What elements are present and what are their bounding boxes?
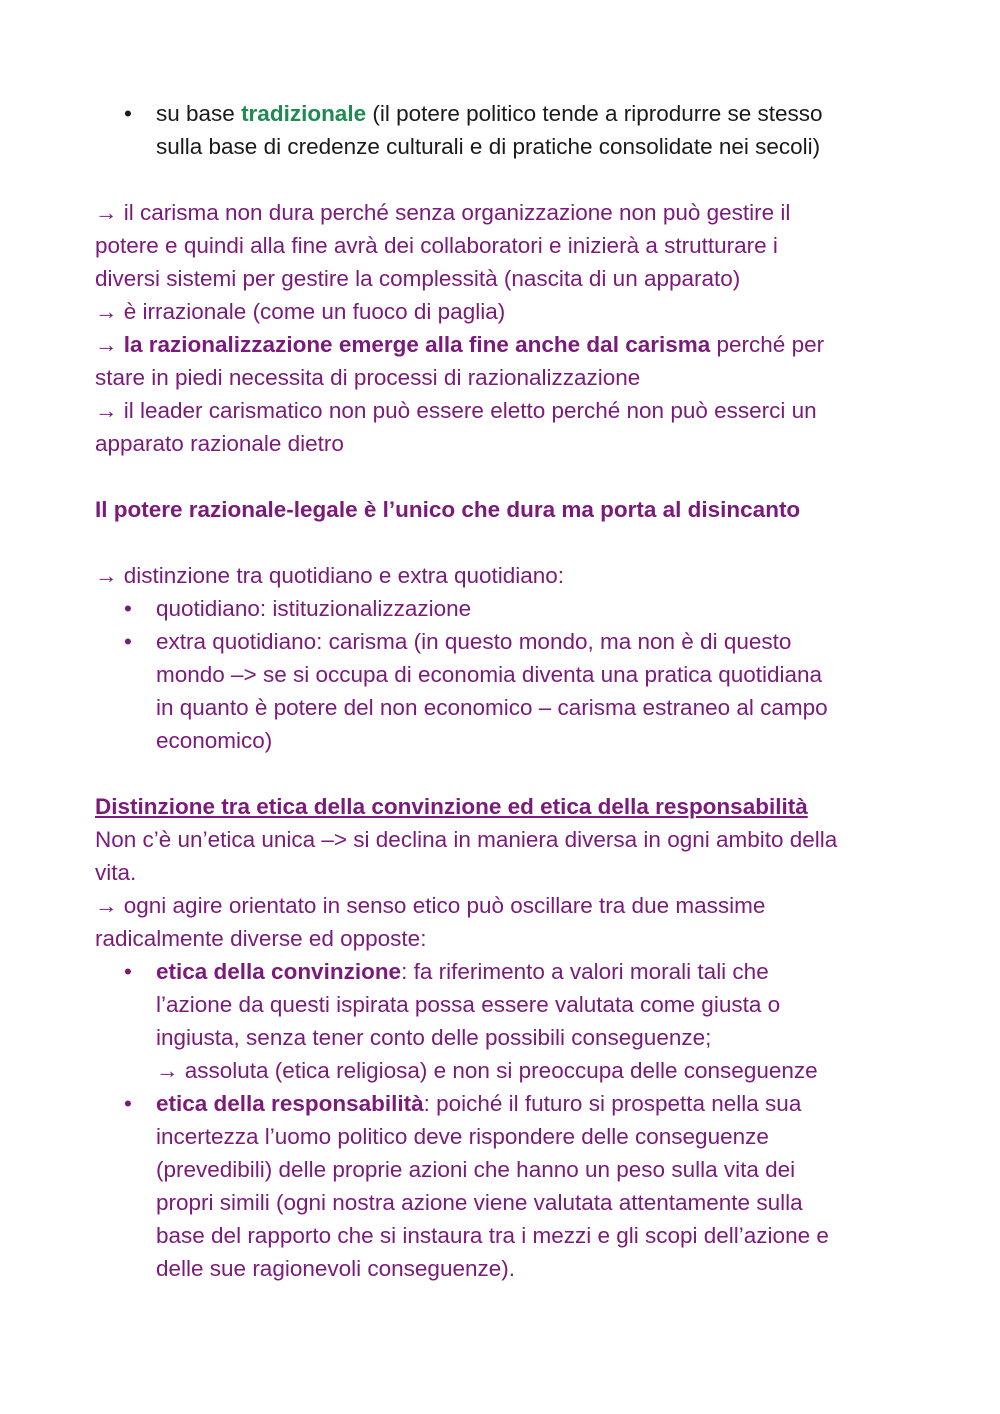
text-line: → è irrazionale (come un fuoco di paglia): [95, 299, 506, 324]
text-line: → il carisma non dura perché senza organizzazione non può gestire il: [95, 200, 791, 225]
list-item-quotidiano: [95, 592, 915, 625]
bullet-dot-icon: •: [124, 596, 132, 621]
bold-term: etica della responsabilità: [156, 1091, 424, 1116]
text-line: vita.: [95, 860, 137, 885]
text-line: potere e quindi alla fine avrà dei collaboratori e inizierà a strutturare i: [95, 233, 778, 258]
bold-phrase: la razionalizzazione emerge alla fine anche dal carisma: [123, 332, 711, 357]
document-page: [95, 97, 915, 1285]
list-item-extra-quotidiano: [95, 625, 915, 757]
arrow: →: [95, 332, 124, 357]
text-line: diversi sistemi per gestire la complessità (nascita di un apparato): [95, 266, 741, 291]
text: (il potere politico tende a riprodurre se stesso: [366, 101, 823, 126]
text-line: → assoluta (etica religiosa) e non si preoccupa delle conseguenze: [156, 1058, 818, 1083]
text-line: → il leader carismatico non può essere eletto perché non può esserci un: [95, 398, 817, 423]
heading-potere-razionale: [95, 493, 915, 526]
text-line: in quanto è potere del non economico – carisma estraneo al campo: [156, 695, 828, 720]
text-line: stare in piedi necessita di processi di razionalizzazione: [95, 365, 641, 390]
text-line: quotidiano: istituzionalizzazione: [156, 596, 472, 621]
text-line: sulla base di credenze culturali e di pratiche consolidate nei secoli): [156, 134, 821, 159]
bullet-dot-icon: •: [124, 101, 132, 126]
text: su base: [156, 101, 242, 126]
text-line: Non c’è un’etica unica –> si declina in maniera diversa in ogni ambito della: [95, 827, 838, 852]
text-line: (prevedibili) delle proprie azioni che hanno un peso sulla vita dei: [156, 1157, 796, 1182]
list-item-etica-convinzione: [95, 955, 915, 1087]
heading-text: Il potere razionale-legale è l’unico che dura ma porta al disincanto: [95, 497, 801, 522]
text-line: propri simili (ogni nostra azione viene valutata attentamente sulla: [156, 1190, 803, 1215]
bullet-dot-icon: •: [124, 959, 132, 984]
text-line: → ogni agire orientato in senso etico può oscillare tra due massime: [95, 893, 766, 918]
text-line: incertezza l’uomo politico deve rispondere delle conseguenze: [156, 1124, 769, 1149]
text-line: mondo –> se si occupa di economia diventa una pratica quotidiana: [156, 662, 823, 687]
text-line: l’azione da questi ispirata possa essere valutata come giusta o: [156, 992, 781, 1017]
list-item-tradizionale: [95, 97, 915, 163]
list-item-etica-responsabilita: [95, 1087, 915, 1285]
text-line: radicalmente diverse ed opposte:: [95, 926, 427, 951]
text-line: delle sue ragionevoli conseguenze).: [156, 1256, 515, 1281]
bold-term: etica della convinzione: [156, 959, 402, 984]
text: : fa riferimento a valori morali tali che: [401, 959, 769, 984]
text: : poiché il futuro si prospetta nella sua: [423, 1091, 802, 1116]
text: perché per: [710, 332, 825, 357]
bullet-dot-icon: •: [124, 1091, 132, 1116]
text-line: → distinzione tra quotidiano e extra quotidiano:: [95, 563, 565, 588]
distinzione-section: [95, 559, 915, 757]
text-line: [95, 328, 915, 361]
keyword-tradizionale: tradizionale: [241, 101, 367, 126]
heading-etica: [95, 790, 915, 823]
text-line: ingiusta, senza tener conto delle possibili conseguenze;: [156, 1025, 712, 1050]
heading-text: Distinzione tra etica della convinzione ed etica della responsabilità: [95, 794, 808, 819]
etica-section: [95, 790, 915, 1285]
text-line: extra quotidiano: carisma (in questo mondo, ma non è di questo: [156, 629, 792, 654]
text-line: economico): [156, 728, 273, 753]
carisma-paragraph: [95, 196, 915, 460]
text-line: base del rapporto che si instaura tra i mezzi e gli scopi dell’azione e: [156, 1223, 829, 1248]
text-line: apparato razionale dietro: [95, 431, 344, 456]
bullet-dot-icon: •: [124, 629, 132, 654]
